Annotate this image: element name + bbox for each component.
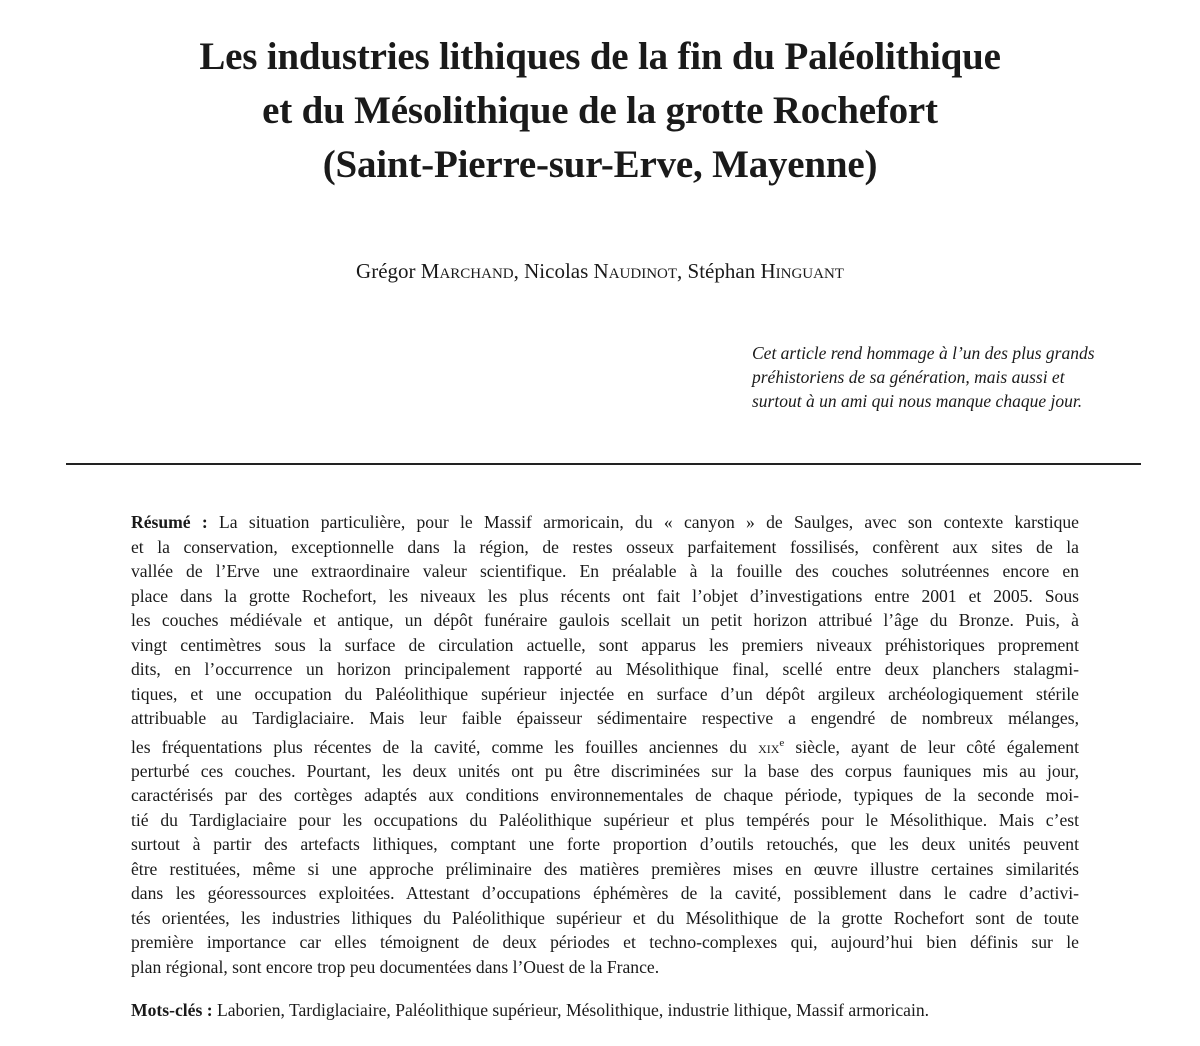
abstract-text: siècle, ayant de leur côté également xyxy=(784,736,1079,757)
keywords-text: Laborien, Tardiglaciaire, Paléolithique supérieur, Mésolithique, industrie lithique, Massif armoricain. xyxy=(216,1000,930,1020)
author-separator: , xyxy=(677,259,688,283)
dedication-line: surtout à un ami qui nous manque chaque jour. xyxy=(752,391,1083,411)
abstract-line: première importance car elles témoignent de deux périodes et techno-complexes qui, aujourd’hui bien définis sur le xyxy=(131,932,1079,953)
abstract-line: tié du Tardiglaciaire pour les occupations du Paléolithique supérieur et plus tempérés pour le Mésolithique. Mais c’est xyxy=(131,809,1079,830)
author-first-name: Grégor xyxy=(356,259,416,283)
abstract-line: et la conservation, exceptionnelle dans la région, de restes osseux parfaitement fossilisés, confèrent aux sites de la xyxy=(131,536,1079,557)
abstract-line: place dans la grotte Rochefort, les niveaux les plus récents ont fait l’objet d’investigations entre 2001 et 2005. Sous xyxy=(131,585,1079,606)
abstract-line: vingt centimètres sous la surface de circulation actuelle, sont apparus les premiers niveaux préhistoriques proprement xyxy=(131,634,1079,655)
dedication-line: préhistoriens de sa génération, mais aussi et xyxy=(752,367,1065,387)
author-last-name: Hinguant xyxy=(760,259,844,283)
abstract-line: dans les géoressources exploitées. Attestant d’occupations éphémères de la cavité, possiblement dans le cadre d’activi- xyxy=(131,883,1079,904)
abstract-label: Résumé : xyxy=(131,512,208,532)
author-first-name: Stéphan xyxy=(687,259,756,283)
article-title xyxy=(0,30,1200,192)
dedication xyxy=(752,341,1142,413)
author-last-name: Marchand xyxy=(420,259,514,283)
abstract-text: La situation particulière, pour le Massif armoricain, du « canyon » de Saulges, avec son contexte karstique xyxy=(219,512,1079,532)
abstract xyxy=(131,510,1079,979)
abstract-line: surtout à partir des artefacts lithiques, comptant une forte proportion d’outils retouchés, que les deux unités peuvent xyxy=(131,834,1079,855)
abstract-line: être restituées, même si une approche préliminaire des matières premières mises en œuvre illustre certaines similarités xyxy=(131,858,1079,879)
century-superscript: e xyxy=(779,736,785,749)
dedication-line: Cet article rend hommage à l’un des plus grands xyxy=(752,343,1095,363)
abstract-line xyxy=(131,510,1079,535)
abstract-line: les couches médiévale et antique, un dépôt funéraire gaulois scellait un petit horizon attribué l’âge du Bronze. Puis, à xyxy=(131,610,1079,630)
title-line: (Saint-Pierre-sur-Erve, Mayenne) xyxy=(322,143,878,186)
abstract-line: caractérisés par des cortèges adaptés aux conditions environnementales de chaque période, typiques de la seconde moi- xyxy=(131,785,1079,806)
abstract-line: plan régional, sont encore trop peu documentées dans l’Ouest de la France. xyxy=(131,956,660,977)
keywords-label: Mots-clés : xyxy=(131,1000,213,1020)
title-line: et du Mésolithique de la grotte Rochefort xyxy=(262,89,938,132)
abstract-line xyxy=(131,731,1079,759)
century-numeral: xix xyxy=(758,736,780,757)
author-last-name: Naudinot xyxy=(593,259,678,283)
abstract-text: les fréquentations plus récentes de la cavité, comme les fouilles anciennes du xyxy=(131,736,759,757)
author-separator: , xyxy=(513,259,525,283)
abstract-line: vallée de l’Erve une extraordinaire valeur scientifique. En préalable à la fouille des couches solutréennes encore en xyxy=(131,561,1079,581)
author-first-name: Nicolas xyxy=(524,259,589,283)
abstract-line: dits, en l’occurrence un horizon principalement rapporté au Mésolithique final, scellé entre deux planchers stalagmi- xyxy=(131,659,1079,679)
author-list xyxy=(0,259,1200,284)
abstract-line: attribuable au Tardiglaciaire. Mais leur faible épaisseur sédimentaire respective a engendré de nombreux mélanges, xyxy=(131,708,1079,728)
keywords xyxy=(131,998,1079,1022)
abstract-line: tiques, et une occupation du Paléolithique supérieur injectée en surface d’un dépôt argileux archéologiquement stérile xyxy=(131,683,1079,704)
horizontal-divider xyxy=(66,463,1141,465)
title-line: Les industries lithiques de la fin du Paléolithique xyxy=(199,35,1001,78)
abstract-line: perturbé ces couches. Pourtant, les deux unités ont pu être discriminées sur la base des corpus fauniques mis au jour, xyxy=(131,760,1079,781)
abstract-line: tés orientées, les industries lithiques du Paléolithique supérieur et du Mésolithique de la grotte Rochefort sont de toute xyxy=(131,907,1079,928)
